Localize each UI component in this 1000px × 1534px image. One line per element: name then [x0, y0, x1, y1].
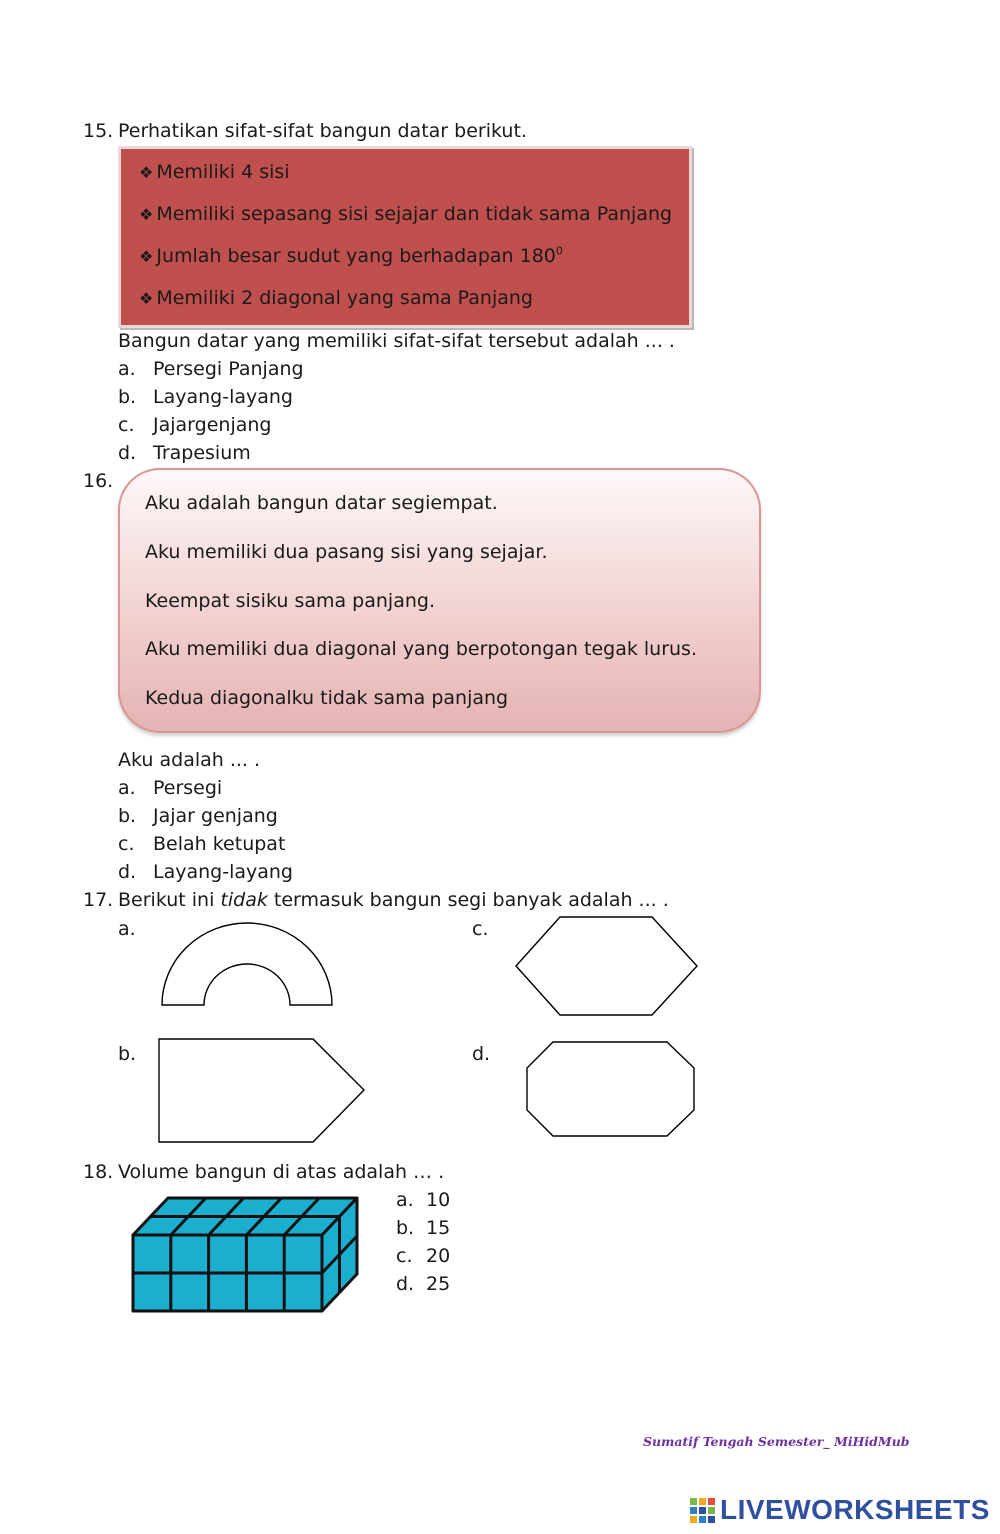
- q17-number: 17.: [83, 889, 114, 911]
- q16-question: Aku adalah ... .: [118, 749, 261, 771]
- q15-property: ❖ Memiliki 4 sisi: [139, 161, 290, 183]
- riddle-line: Aku adalah bangun datar segiempat.: [145, 492, 498, 514]
- footer-signature: Sumatif Tengah Semester_ MiHidMub: [643, 1434, 910, 1449]
- diamond-bullet-icon: ❖: [139, 205, 154, 224]
- q15-property: ❖ Memiliki 2 diagonal yang sama Panjang: [139, 287, 533, 309]
- riddle-line: Aku memiliki dua pasang sisi yang sejajar.: [145, 541, 548, 563]
- q17-label-b[interactable]: b.: [118, 1043, 137, 1065]
- q18-number: 18.: [83, 1161, 114, 1183]
- q15-prompt: Perhatikan sifat-sifat bangun datar berikut.: [118, 120, 527, 142]
- diamond-bullet-icon: ❖: [139, 163, 154, 182]
- q17-label-d[interactable]: d.: [472, 1043, 491, 1065]
- q17-label-c[interactable]: c.: [472, 918, 489, 940]
- q17-prompt: Berikut ini tidak termasuk bangun segi banyak adalah ... .: [118, 889, 669, 911]
- riddle-line: Aku memiliki dua diagonal yang berpotongan tegak lurus.: [145, 638, 697, 660]
- liveworksheets-icon: [690, 1498, 716, 1524]
- q17-label-a[interactable]: a.: [118, 918, 136, 940]
- riddle-line: Keempat sisiku sama panjang.: [145, 590, 435, 612]
- q15-property: ❖ Jumlah besar sudut yang berhadapan $180^0$: [139, 244, 563, 267]
- q15-question: Bangun datar yang memiliki sifat-sifat tersebut adalah ... .: [118, 330, 675, 352]
- diamond-bullet-icon: ❖: [139, 289, 154, 308]
- q15-number: 15.: [83, 120, 114, 142]
- riddle-line: Kedua diagonalku tidak sama panjang: [145, 687, 509, 709]
- degree-superscript: 0: [555, 244, 563, 258]
- q15-property: ❖ Memiliki sepasang sisi sejajar dan tidak sama Panjang: [139, 203, 673, 225]
- q18-prompt: Volume bangun di atas adalah … .: [118, 1161, 445, 1183]
- diamond-bullet-icon: ❖: [139, 247, 154, 266]
- q16-number: 16.: [83, 470, 114, 492]
- brand-text: LIVEWORKSHEETS: [720, 1494, 990, 1525]
